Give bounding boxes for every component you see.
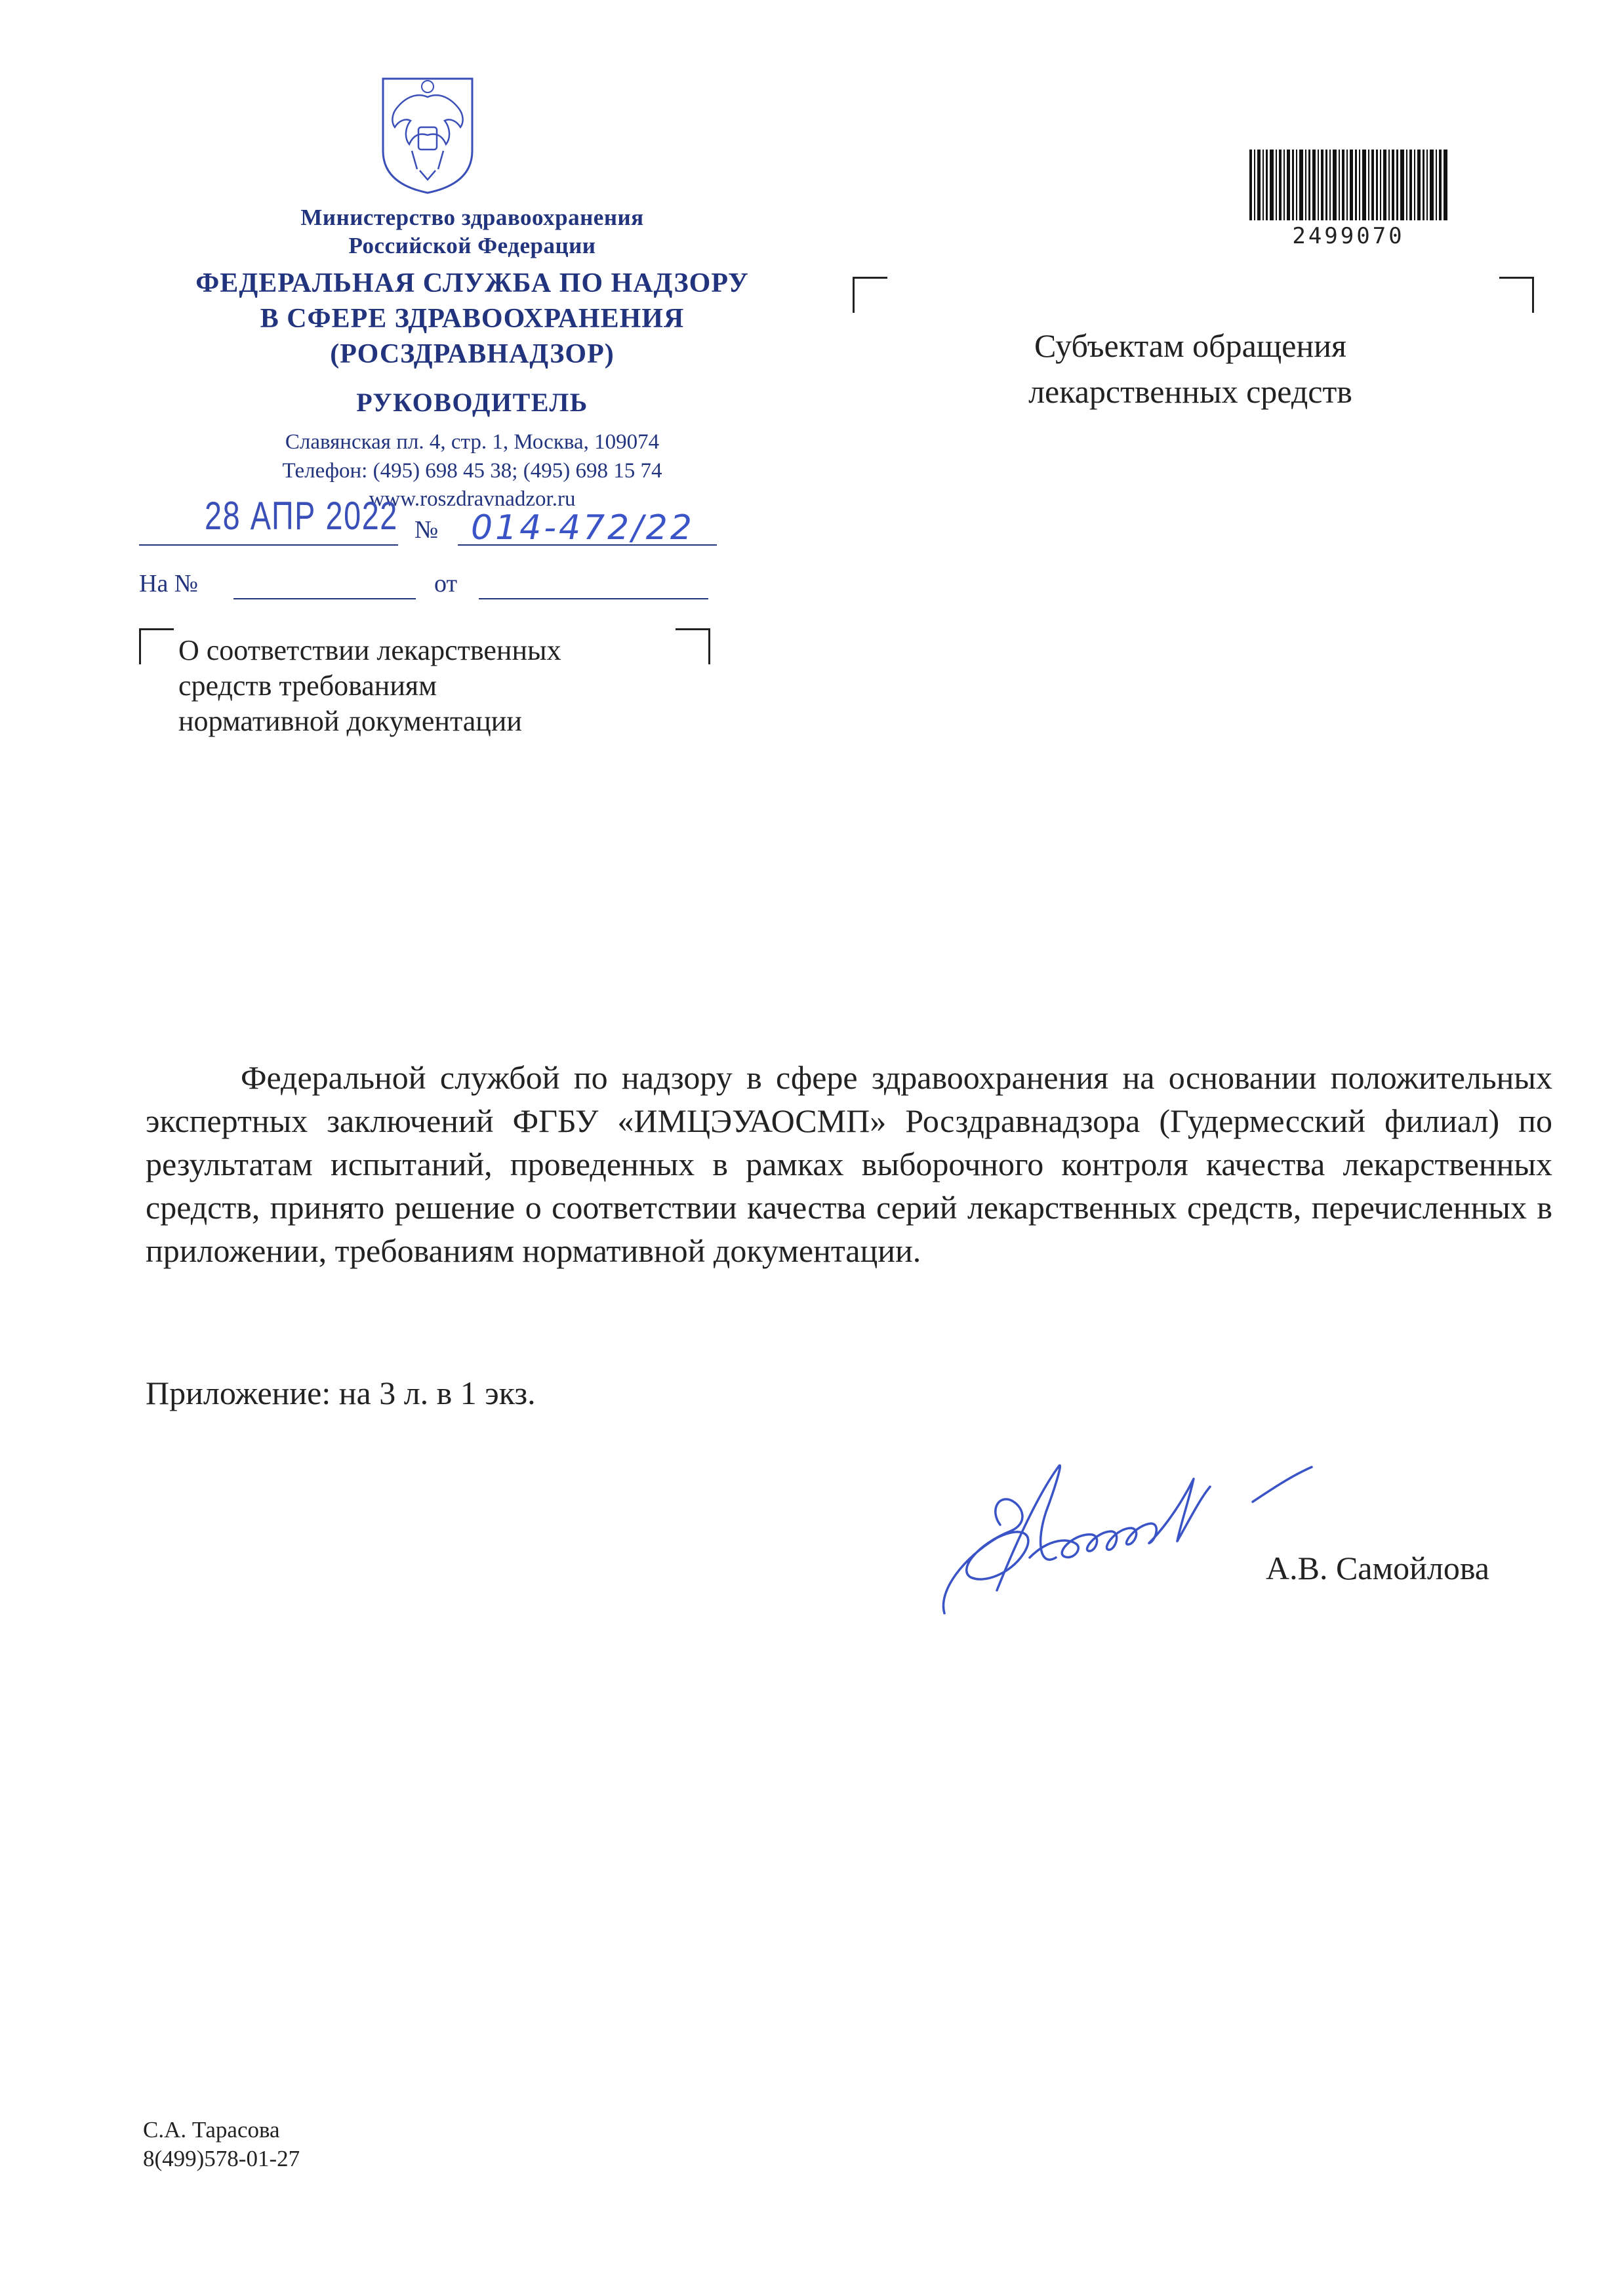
- addressee-corner-left: [853, 277, 887, 313]
- addressee-line-1: Субъектам обращения: [1034, 327, 1346, 364]
- date-stamp: 28 АПР 2022: [205, 494, 398, 538]
- agency-name-line-1: ФЕДЕРАЛЬНАЯ СЛУЖБА ПО НАДЗОРУ: [195, 268, 749, 298]
- ministry-name-line-2: Российской Федерации: [348, 233, 596, 258]
- coat-of-arms-emblem: [375, 72, 480, 197]
- signer-name: А.В. Самойлова: [1266, 1550, 1489, 1586]
- handwritten-signature: [925, 1426, 1358, 1623]
- reference-number-line: [233, 598, 416, 599]
- agency-name-line-2: В СФЕРЕ ЗДРАВООХРАНЕНИЯ: [260, 304, 685, 334]
- addressee: [853, 323, 1528, 414]
- attachment-note: Приложение: на 3 л. в 1 экз.: [146, 1375, 536, 1411]
- registration-date-line: [139, 544, 398, 546]
- body-paragraph: Федеральной службой по надзору в сфере здравоохранения на основании положительных экспертных заключений ФГБУ «ИМЦЭУАОСМП» Росздравнадзора (Гудермесский филиал) по результатам испытаний, проведенных в рамках выборочного контроля качества лекарственных средств, принято решение о соответствии качества серий лекарственных средств, перечисленных в приложении, требованиям нормативной документации.: [146, 1059, 1552, 1269]
- reference-date-line: [479, 598, 708, 599]
- executor-name: С.А. Тарасова: [143, 2117, 280, 2143]
- addressee-corner-right: [1499, 277, 1534, 313]
- ministry-name-line-1: Министерство здравоохранения: [300, 205, 644, 230]
- agency-address: Славянская пл. 4, стр. 1, Москва, 109074: [285, 430, 660, 454]
- barcode-number: 2499070: [1292, 223, 1405, 249]
- subject-line-3: нормативной документации: [178, 705, 522, 737]
- reference-number-label: На №: [139, 570, 199, 597]
- subject-corner-left: [139, 628, 174, 664]
- reference-from-label: от: [434, 570, 458, 597]
- registration-number-handwritten: 014-472/22: [471, 508, 695, 548]
- barcode: [1249, 150, 1447, 220]
- subject-corner-right: [676, 628, 710, 664]
- registration-number-label: №: [414, 516, 439, 544]
- subject-line-1: О соответствии лекарственных: [178, 634, 561, 666]
- subject-text: [178, 633, 561, 739]
- agency-name-line-3: (РОСЗДРАВНАДЗОР): [330, 339, 615, 369]
- subject-line-2: средств требованиям: [178, 670, 437, 702]
- addressee-line-2: лекарственных средств: [1028, 373, 1352, 410]
- agency-phones: Телефон: (495) 698 45 38; (495) 698 15 74: [282, 459, 662, 483]
- head-title: РУКОВОДИТЕЛЬ: [356, 388, 588, 417]
- agency-website: www.roszdravnadzor.ru: [369, 487, 576, 511]
- executor-phone: 8(499)578-01-27: [143, 2146, 300, 2171]
